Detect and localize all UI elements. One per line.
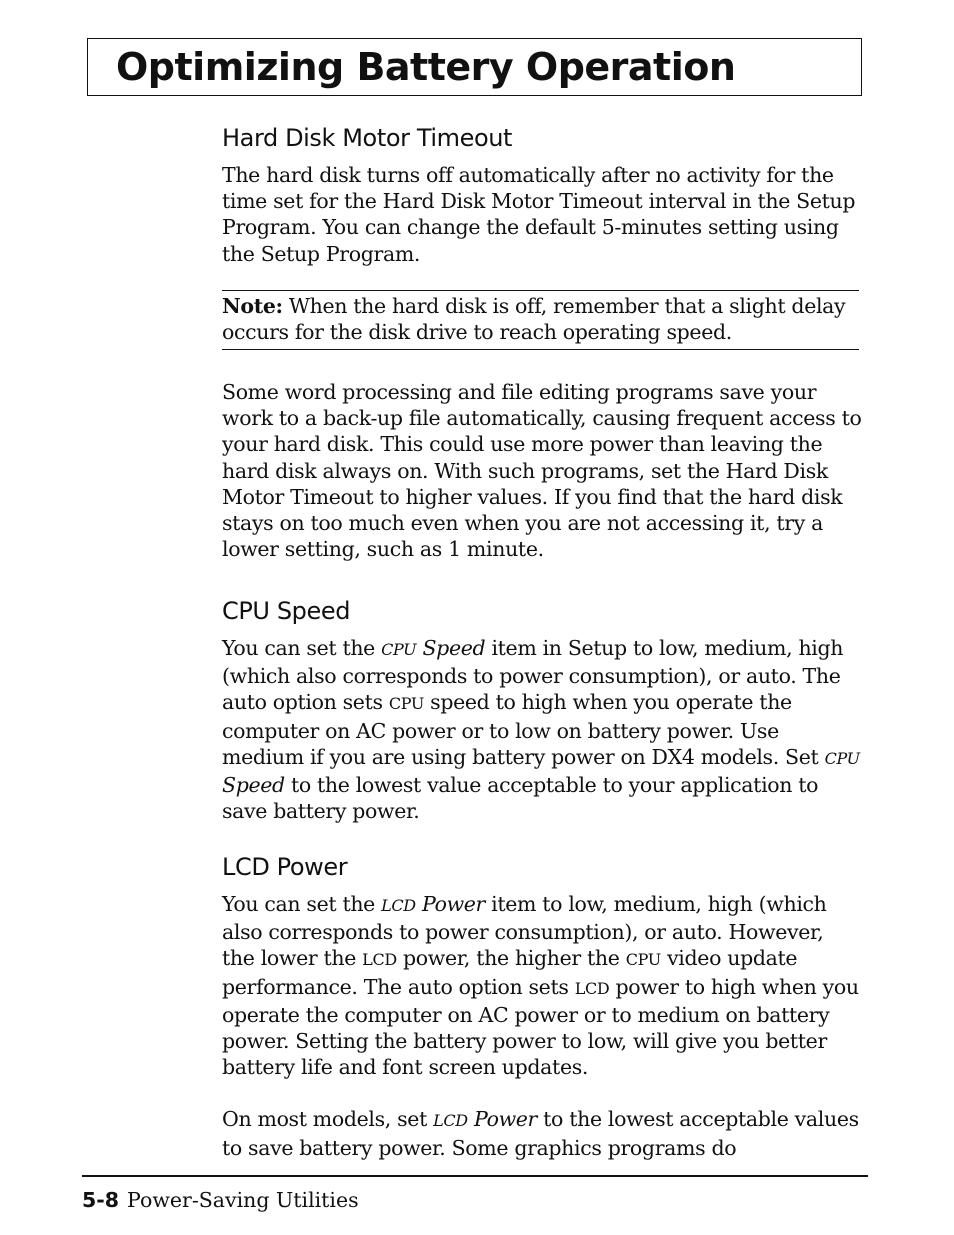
cpu-text-3: speed to high when you operate the computer on AC power or to low on battery power. Use medium if you are using battery power on DX4 models. Set	[222, 690, 825, 769]
page-title: Optimizing Battery Operation	[116, 45, 736, 89]
section-hard-disk-cont	[222, 379, 862, 562]
paragraph-hard-disk-2: Some word processing and file editing programs save your work to a back-up file automatically, causing frequent access to your hard disk. This could use more power than leaving the hard disk always on. With such programs, set the Hard Disk Motor Timeout to higher values. If you find that the hard disk stays on too much even when you are not accessing it, try a lower setting, such as 1 minute.	[222, 380, 862, 562]
heading-cpu-speed: CPU Speed	[222, 597, 351, 625]
power-term-2: Power	[467, 1107, 537, 1132]
lcd-term-2: LCD	[433, 1111, 468, 1131]
lcd-text-4: video update performance. The auto option sets	[222, 946, 798, 999]
section-hard-disk	[222, 123, 862, 267]
cpu-term-2: CPU	[824, 748, 860, 768]
lcd-text-2: item to low, medium, high (which also corresponds to power consumption), or auto. However, the lower the	[222, 892, 827, 971]
paragraph-hard-disk-1: The hard disk turns off automatically after no activity for the time set for the Hard Disk Motor Timeout interval in the Setup Program. You can change the default 5-minutes setting using the Setup Program.	[222, 163, 856, 266]
section-cpu-speed	[222, 596, 862, 824]
cpu-term: CPU	[381, 640, 417, 659]
lcd-abbrev: LCD	[362, 950, 397, 970]
cpu-abbrev: CPU	[388, 694, 424, 714]
page-number: 5-8	[82, 1188, 120, 1212]
note-text: When the hard disk is off, remember that a slight delay occurs for the disk drive to reach operating speed.	[222, 294, 846, 345]
lcd-text-1: You can set the	[222, 892, 382, 916]
lcd-p2-text-1: On most models, set	[222, 1107, 434, 1132]
footer-rule	[82, 1175, 868, 1177]
cpu-abbrev-2: CPU	[625, 950, 661, 970]
lcd-p2-text-2: to the lowest acceptable values to save battery power. Some graphics programs do	[222, 1107, 859, 1160]
paragraph-cpu-speed	[222, 635, 862, 824]
title-box	[87, 38, 862, 96]
heading-hard-disk: Hard Disk Motor Timeout	[222, 124, 513, 152]
paragraph-lcd-power-1	[222, 891, 862, 1080]
lcd-abbrev-2: LCD	[574, 978, 610, 998]
cpu-text-1: You can set the	[222, 636, 382, 660]
heading-lcd-power: LCD Power	[222, 853, 348, 881]
note-box	[222, 290, 859, 350]
cpu-text-2: item in Setup to low, medium, high (which also corresponds to power consumption), or auto. The auto option sets	[222, 636, 844, 715]
note-label: Note:	[222, 294, 283, 318]
lcd-term: LCD	[381, 896, 416, 915]
footer-section-title: Power-Saving Utilities	[127, 1188, 359, 1212]
speed-term: Speed	[416, 636, 486, 660]
lcd-text-5: power to high when you operate the computer on AC power or to medium on battery power. Setting the battery power to low, will give you better battery life and font screen updates.	[222, 974, 859, 1080]
cpu-text-4: to the lowest value acceptable to your application to save battery power.	[222, 773, 819, 824]
footer	[82, 1188, 359, 1212]
power-term: Power	[415, 892, 485, 916]
note-paragraph	[222, 291, 859, 345]
speed-term-2: Speed	[222, 773, 285, 798]
section-lcd-power	[222, 852, 862, 1161]
lcd-text-3: power, the higher the	[396, 946, 626, 971]
paragraph-lcd-power-2	[222, 1106, 862, 1160]
